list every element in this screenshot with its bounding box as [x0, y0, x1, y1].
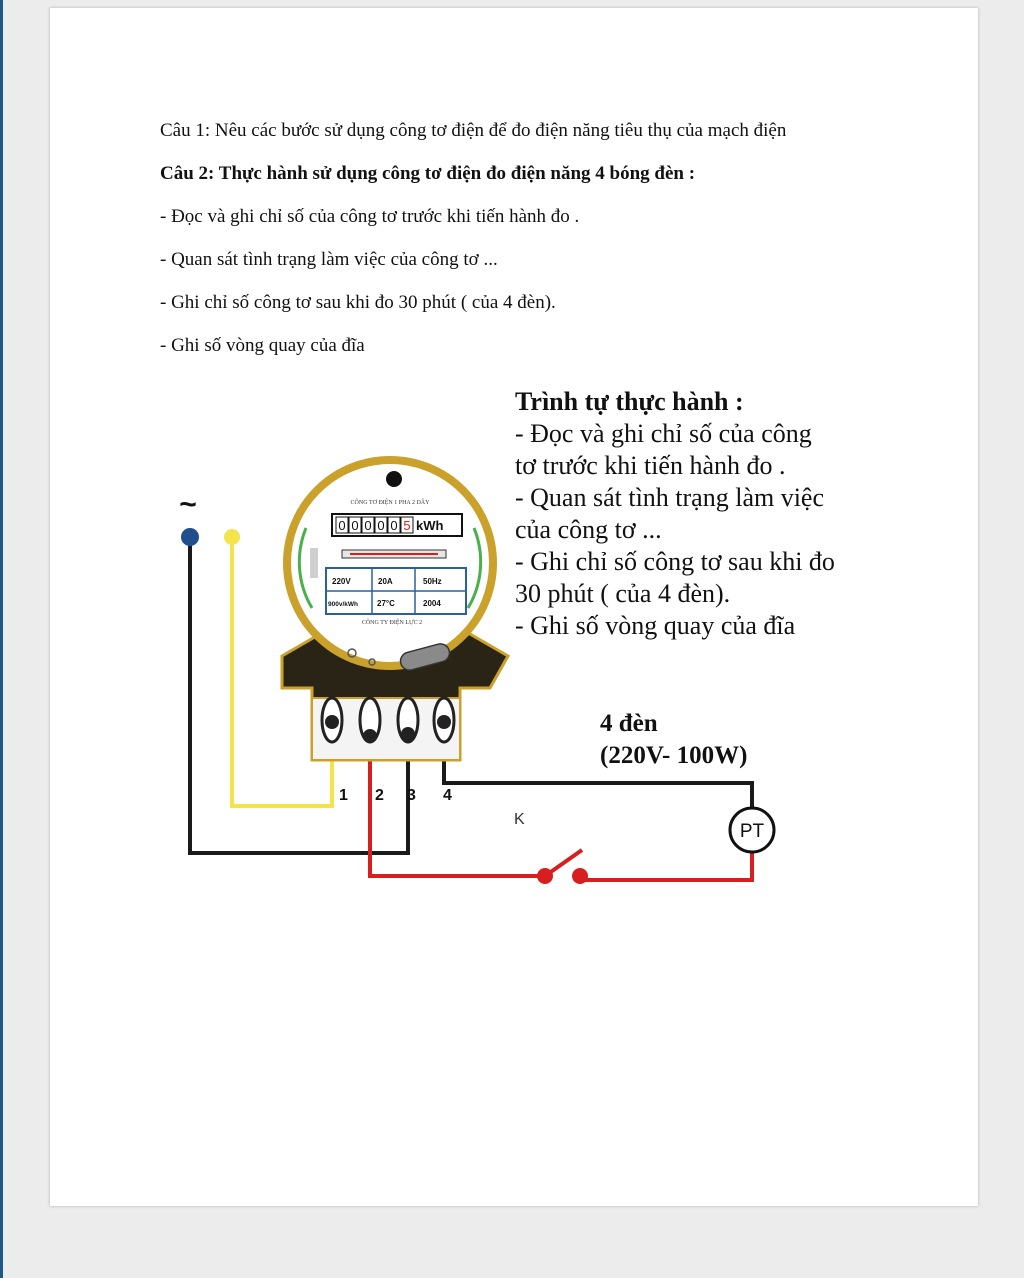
window-edge [0, 0, 3, 1278]
question-2: Câu 2: Thực hành sử dụng công tơ điện đo điện năng 4 bóng đèn : [160, 163, 696, 184]
procedure-heading: Trình tự thực hành : [515, 387, 744, 416]
meter-unit: kWh [416, 518, 444, 533]
procedure-line: 30 phút ( của 4 đèn). [515, 579, 731, 608]
meter-spec: 900v/kWh [328, 601, 358, 608]
document-page [50, 8, 978, 1206]
red-wire-lamp [580, 851, 752, 880]
source-terminal-yellow [224, 529, 240, 545]
meter-spec: 2004 [423, 599, 441, 608]
meter-maker: CÔNG TY ĐIỆN LỰC 2 [361, 620, 423, 626]
question-item: - Quan sát tình trạng làm việc của công tơ ... [160, 249, 498, 270]
meter-digits [336, 517, 413, 533]
procedure-block [515, 386, 835, 642]
terminal-label-1: 1 [339, 787, 348, 804]
question-1: Câu 1: Nêu các bước sử dụng công tơ điện để đo điện năng tiêu thụ của mạch điện [160, 120, 787, 141]
question-item: - Ghi chỉ số công tơ sau khi đo 30 phút ( của 4 đèn). [160, 292, 556, 313]
procedure-line: - Ghi số vòng quay của đĩa [515, 611, 796, 640]
ac-source-symbol: ~ [179, 488, 197, 521]
meter-side-clip [310, 548, 318, 578]
question-item: - Ghi số vòng quay của đĩa [160, 335, 365, 356]
procedure-line: - Ghi chỉ số công tơ sau khi đo [515, 547, 835, 576]
question-item: - Đọc và ghi chỉ số của công tơ trước khi tiến hành đo . [160, 206, 580, 227]
procedure-line: của công tơ ... [515, 515, 662, 544]
switch-label: K [514, 811, 525, 828]
meter-digit: 0 [338, 518, 346, 533]
meter-digit: 0 [377, 518, 385, 533]
meter-spec: 50Hz [423, 577, 442, 586]
meter-title: CÔNG TƠ ĐIỆN 1 PHA 2 DÂY [350, 500, 430, 506]
meter-digit-red: 5 [403, 518, 411, 533]
wiring-diagram [50, 8, 978, 1008]
procedure-line: - Quan sát tình trạng làm việc [515, 483, 825, 512]
meter-digit: 0 [364, 518, 372, 533]
meter-spec: 20A [378, 577, 393, 586]
source-terminal-blue [181, 528, 199, 546]
terminal-label-4: 4 [443, 787, 452, 804]
meter-spec: 220V [332, 577, 351, 586]
procedure-line: tơ trước khi tiến hành đo . [515, 451, 786, 480]
terminal-label-2: 2 [375, 787, 384, 804]
lamp-symbol-label: PT [739, 821, 765, 842]
meter-spec: 27°C [377, 599, 395, 608]
meter-digit: 0 [390, 518, 398, 533]
procedure-line: - Đọc và ghi chỉ số của công [515, 419, 812, 448]
switch-contact [537, 868, 553, 884]
lamp-rating: (220V- 100W) [600, 742, 748, 769]
lamp-count: 4 đèn [600, 710, 658, 737]
meter-seal [386, 471, 402, 487]
meter-digit: 0 [351, 518, 359, 533]
lamp-label [600, 708, 747, 772]
terminal-label-3: 3 [407, 787, 416, 804]
